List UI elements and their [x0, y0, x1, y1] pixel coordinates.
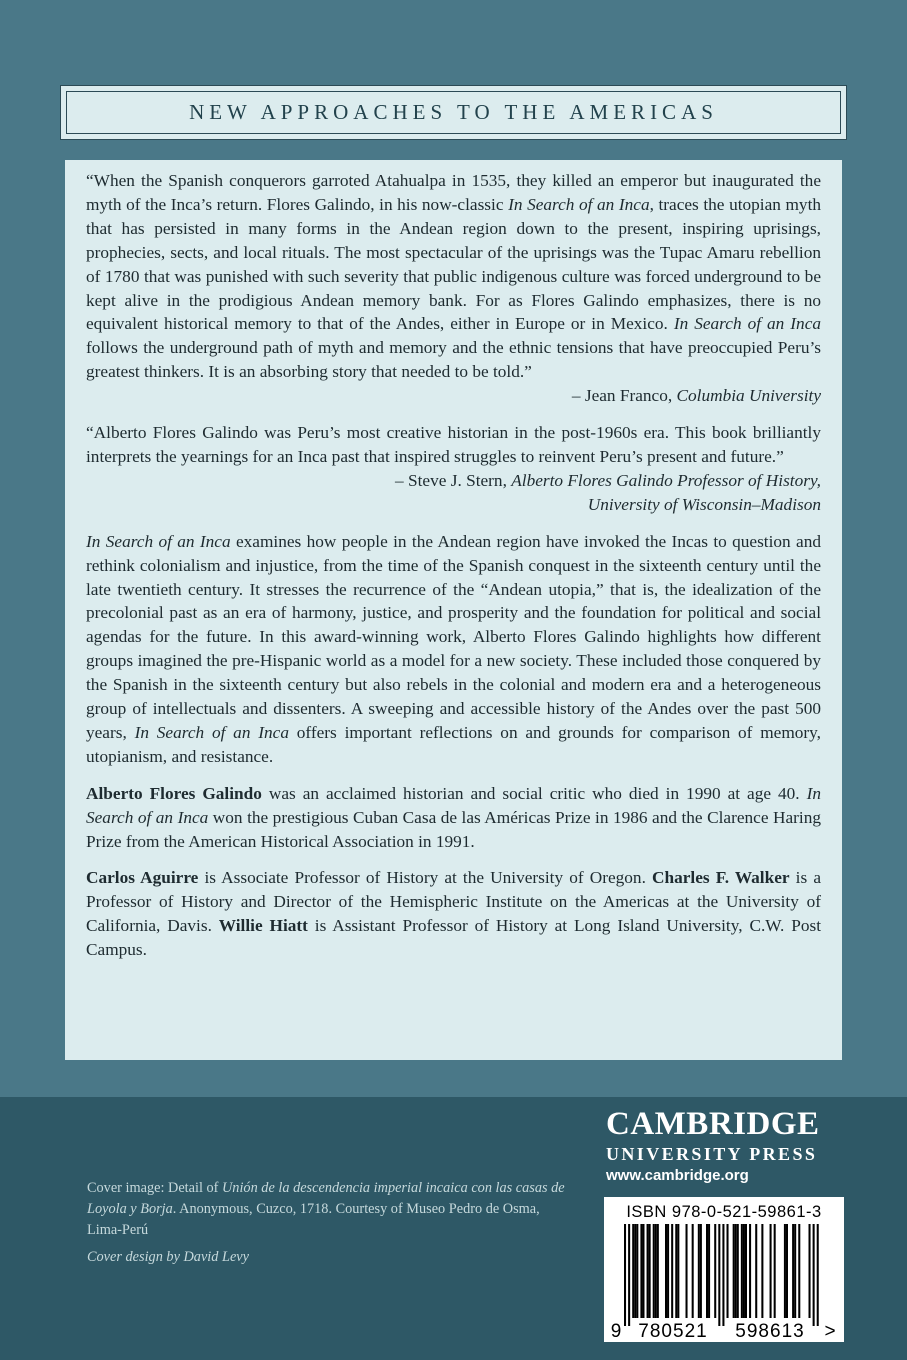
barcode-bar [698, 1224, 700, 1318]
barcode-bar [722, 1224, 724, 1326]
barcode-bar [657, 1224, 659, 1318]
barcode-bar [665, 1224, 667, 1318]
barcode-bar [628, 1224, 630, 1326]
barcode-bar [786, 1224, 788, 1318]
cover-design-credit: Cover design by David Levy [87, 1249, 249, 1265]
series-title: NEW APPROACHES TO THE AMERICAS [189, 100, 718, 124]
barcode-bar [770, 1224, 772, 1318]
series-banner [60, 85, 847, 140]
barcode-bar [813, 1224, 815, 1326]
publisher-press: UNIVERSITY PRESS [606, 1144, 818, 1164]
barcode-bar [634, 1224, 636, 1318]
quote-affiliation-stern: University of Wisconsin–Madison [587, 494, 821, 514]
barcode-bar [817, 1224, 819, 1326]
publisher-name: CAMBRIDGE [606, 1106, 820, 1142]
barcode-graphic [610, 1224, 838, 1342]
barcode-bar [749, 1224, 751, 1318]
barcode-bar [706, 1224, 708, 1318]
barcode-bar [727, 1224, 729, 1318]
barcode-first-digit: 9 [610, 1321, 622, 1342]
barcode-bar [692, 1224, 694, 1318]
quote-attribution-franco: – Jean Franco, Columbia University [571, 386, 821, 406]
barcode-bar [686, 1224, 688, 1318]
isbn-barcode [604, 1197, 844, 1342]
barcode-bar [761, 1224, 763, 1318]
barcode-bar [700, 1224, 702, 1318]
barcode-bar [743, 1224, 745, 1318]
barcode-bar [636, 1224, 638, 1318]
publisher-logo [606, 1105, 820, 1187]
barcode-bar [798, 1224, 800, 1318]
barcode-bar [794, 1224, 796, 1318]
barcode-bar [649, 1224, 651, 1318]
cover-image-credit: Cover image: Detail of Unión de la descendencia imperial incaica con las casas de Loyola y Borja. Anonymous, Cuzco, 1718. Courtesy of Museo Pedro de Osma, Lima-Perú [87, 1180, 565, 1238]
barcode-bar [632, 1224, 634, 1318]
barcode-bar [774, 1224, 776, 1318]
barcode-bar [714, 1224, 716, 1318]
barcode-bar [655, 1224, 657, 1318]
barcode-bar [677, 1224, 679, 1318]
barcode-bar [792, 1224, 794, 1318]
barcode-bar [653, 1224, 655, 1318]
barcode-bar [741, 1224, 743, 1318]
barcode-bar [642, 1224, 644, 1318]
barcode-bar [745, 1224, 747, 1318]
barcode-left-digits: 780521 [638, 1321, 708, 1342]
author-bio: Alberto Flores Galindo was an acclaimed historian and social critic who died in 1990 at age 40. In Search of an Inca won the prestigious Cuban Casa de las Américas Prize in 1986 and the Clarence Haring Prize from the American Historical Association in 1991. [86, 783, 821, 851]
review-quote-franco: “When the Spanish conquerors garroted Atahualpa in 1535, they killed an emperor but inaugurated the myth of the Inca’s return. Flores Galindo, in his now-classic In Search of an Inca, traces the utopian myth that has persisted in many forms in the Andean region down to the present, inspiring uprisings, prophecies, sects, and local rituals. The most spectacular of the uprisings was the Tupac Amaru rebellion of 1780 that was punished with such severity that public indigenous culture was forced underground to be kept alive in the prodigious Andean memory bank. For as Flores Galindo emphasizes, there is no equivalent historical memory to that of the Andes, either in Europe or in Mexico. In Search of an Inca follows the underground path of myth and memory and the ethnic tensions that have preoccupied Peru’s greatest thinkers. It is an absorbing story that needed to be told.” – Jean Franco, Columbia University [86, 169, 821, 408]
quote-attribution-stern: – Steve J. Stern, Alberto Flores Galindo Professor of History, [395, 470, 821, 490]
series-banner-frame [66, 91, 841, 134]
book-description: In Search of an Inca examines how people in the Andean region have invoked the Incas to question and rethink colonialism and injustice, from the time of the Spanish conquest in the sixteenth century until the late twentieth century. It stresses the recurrence of the “Andean utopia,” that is, the idealization of the precolonial past as an era of harmony, justice, and prosperity and the foundation for political and social agendas for the future. In this award-winning work, Alberto Flores Galindo highlights how different groups imagined the pre-Hispanic world as a model for a new society. These included those conquered by the Spanish in the sixteenth century but also rebels in the colonial and modern era and a heterogeneous group of intellectuals and dissenters. A sweeping and accessible history of the Andes over the past 500 years, In Search of an Inca offers important reflections on and grounds for comparison of memory, utopianism, and resistance. [86, 531, 822, 766]
barcode-bar [624, 1224, 626, 1326]
cover-credits [87, 1178, 572, 1274]
barcode-bar [647, 1224, 649, 1318]
barcode-bar [718, 1224, 720, 1326]
barcode-bar [784, 1224, 786, 1318]
barcode-bar [809, 1224, 811, 1318]
barcode-right-digits: 598613 [735, 1321, 805, 1342]
editors-bio: Carlos Aguirre is Associate Professor of History at the University of Oregon. Charles F. Walker is a Professor of History and Director of the Hemispheric Institute on the Americas at the University of California, Davis. Willie Hiatt is Assistant Professor of History at Long Island University, C.W. Post Campus. [86, 868, 821, 960]
isbn-label: ISBN 978-0-521-59861-3 [626, 1203, 822, 1221]
back-cover-text-panel [65, 160, 842, 1060]
barcode-bar [755, 1224, 757, 1318]
review-quote-stern: “Alberto Flores Galindo was Peru’s most creative historian in the post-1960s era. This book brilliantly interprets the yearnings for an Inca past that inspired struggles to reinvent Peru’s present and future.” – Steve J. Stern, Alberto Flores Galindo Professor of History, University of Wisconsin–Madison [86, 421, 821, 517]
barcode-bar [708, 1224, 710, 1318]
barcode-bar [671, 1224, 673, 1318]
barcode-bar [735, 1224, 737, 1318]
barcode-bar [675, 1224, 677, 1318]
barcode-bar [667, 1224, 669, 1318]
barcode-trailing-marker: > [824, 1321, 836, 1342]
barcode-bar [737, 1224, 739, 1318]
barcode-bar [640, 1224, 642, 1318]
publisher-url: www.cambridge.org [606, 1167, 749, 1184]
barcode-bar [733, 1224, 735, 1318]
